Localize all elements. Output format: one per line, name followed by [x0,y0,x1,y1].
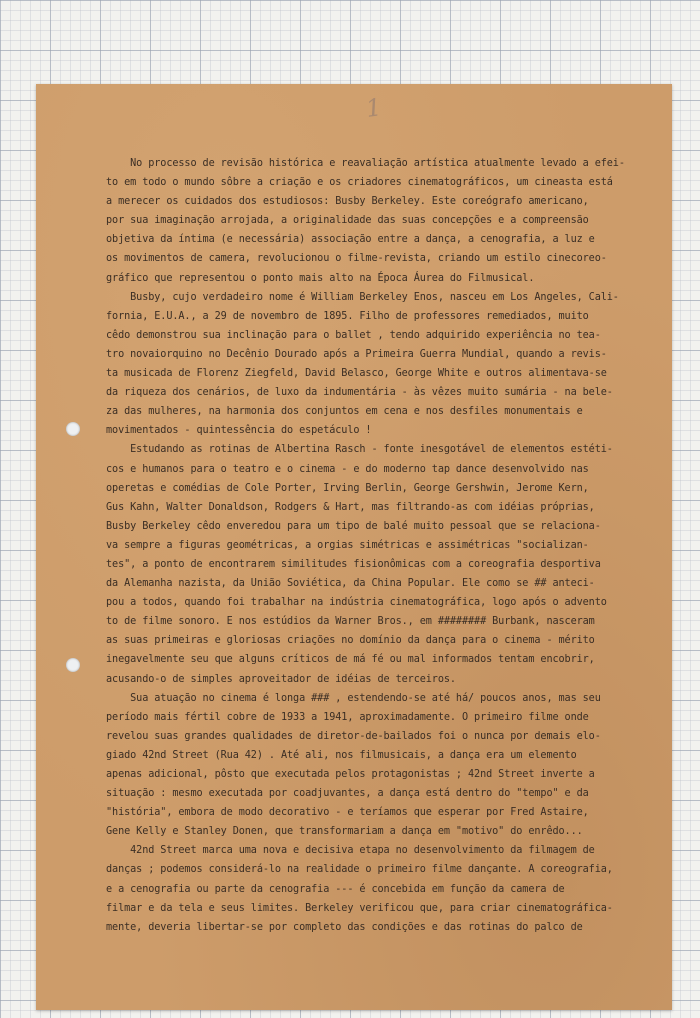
text-line: giado 42nd Street (Rua 42) . Até ali, nos filmusicais, a dança era um elemento [106,749,577,761]
text-line: fornia, E.U.A., a 29 de novembro de 1895. Filho de professores remediados, muito [106,310,589,322]
text-line: apenas adicional, pôsto que executada pelos protagonistas ; 42nd Street inverte a [106,769,595,780]
text-line: danças ; podemos considerá-lo na realidade o primeiro filme dançante. A coreografia, [106,864,613,876]
text-line: Busby Berkeley cêdo enveredou para um tipo de balé muito pessoal que se relaciona- [106,520,601,532]
text-line: to em todo o mundo sôbre a criação e os criadores cinematográficos, um cineasta está [106,177,613,189]
text-line: tes", a ponto de encontrarem similitudes fisionômicas com a coreografia desportiva [106,558,601,570]
text-line: movimentados - quintessência do espetáculo ! [106,425,372,437]
text-line: período mais fértil cobre de 1933 a 1941, aproximadamente. O primeiro filme onde [106,711,589,723]
text-line: No processo de revisão histórica e reavaliação artística atualmente levado a efei- [106,158,625,169]
text-line: cêdo demonstrou sua inclinação para o ballet , tendo adquirido experiência no tea- [106,329,601,341]
text-line: objetiva da íntima (e necessária) associação entre a dança, a cenografia, a luz e [106,234,595,246]
text-line: da riqueza dos cenários, de luxo da indumentária - às vêzes muito sumária - na bele- [106,387,613,399]
text-line: situação : mesmo executada por coadjuvantes, a dança está dentro do "tempo" e da [106,788,589,800]
page-number-mark: 1 [364,93,384,123]
text-line: Sua atuação no cinema é longa ### , estendendo-se até há/ poucos anos, mas seu [106,692,601,704]
text-line: za das mulheres, na harmonia dos conjuntos em cena e nos desfiles monumentais e [106,406,583,418]
text-line: va sempre a figuras geométricas, a orgias simétricas e assimétricas "socializan- [106,539,589,551]
text-line: Busby, cujo verdadeiro nome é William Berkeley Enos, nasceu em Los Angeles, Cali- [106,291,619,303]
text-line: as suas primeiras e gloriosas criações no domínio da dança para o cinema - mérito [106,635,595,647]
text-line: tro novaiorquino no Decênio Dourado após a Primeira Guerra Mundial, quando a revis- [106,348,607,360]
text-line: da Alemanha nazista, da União Soviética, da China Popular. Ele como se ## anteci- [106,578,595,590]
text-line: Estudando as rotinas de Albertina Rasch - fonte inesgotável de elementos estéti- [106,444,613,456]
text-line: Gus Kahn, Walter Donaldson, Rodgers & Hart, mas filtrando-as com idéias próprias, [106,501,595,513]
text-line: Gene Kelly e Stanley Donen, que transformariam a dança em "motivo" do enrêdo... [106,826,583,838]
text-line: inegavelmente seu que alguns críticos de má fé ou mal informados tentam encobrir, [106,654,595,666]
punch-hole-bottom [66,658,80,672]
text-line: por sua imaginação arrojada, a originalidade das suas concepções e a compreensão [106,215,589,227]
punch-hole-top [66,422,80,436]
text-line: e a cenografia ou parte da cenografia --- é concebida em função da camera de [106,883,565,895]
text-line: ta musicada de Florenz Ziegfeld, David Belasco, George White e outros alimentava-se [106,368,607,380]
typewritten-text [106,154,664,937]
text-line: 42nd Street marca uma nova e decisiva etapa no desenvolvimento da filmagem de [106,845,595,857]
text-line: cos e humanos para o teatro e o cinema - e do moderno tap dance desenvolvido nas [106,463,589,475]
text-line: to de filme sonoro. E nos estúdios da Warner Bros., em ######## Burbank, nasceram [106,616,595,628]
text-line: "história", embora de modo decorativo - e teríamos que esperar por Fred Astaire, [106,807,589,819]
text-line: os movimentos de camera, revolucionou o filme-revista, criando um estilo cinecoreo- [106,253,607,265]
text-line: acusando-o de simples aproveitador de idéias de terceiros. [106,673,456,685]
text-line: revelou suas grandes qualidades de diretor-de-bailados foi o nunca por demais elo- [106,730,601,742]
text-line: a merecer os cuidados dos estudiosos: Busby Berkeley. Este coreógrafo americano, [106,196,589,208]
text-line: mente, deveria libertar-se por completo das condições e das rotinas do palco de [106,921,583,933]
text-line: pou a todos, quando foi trabalhar na indústria cinematográfica, logo após o advento [106,597,607,609]
text-line: filmar e da tela e seus limites. Berkeley verificou que, para criar cinematográfica- [106,902,613,914]
text-line: operetas e comédias de Cole Porter, Irving Berlin, George Gershwin, Jerome Kern, [106,482,589,494]
text-line: gráfico que representou o ponto mais alto na Época Áurea do Filmusical. [106,272,535,284]
document-page [36,84,672,1010]
